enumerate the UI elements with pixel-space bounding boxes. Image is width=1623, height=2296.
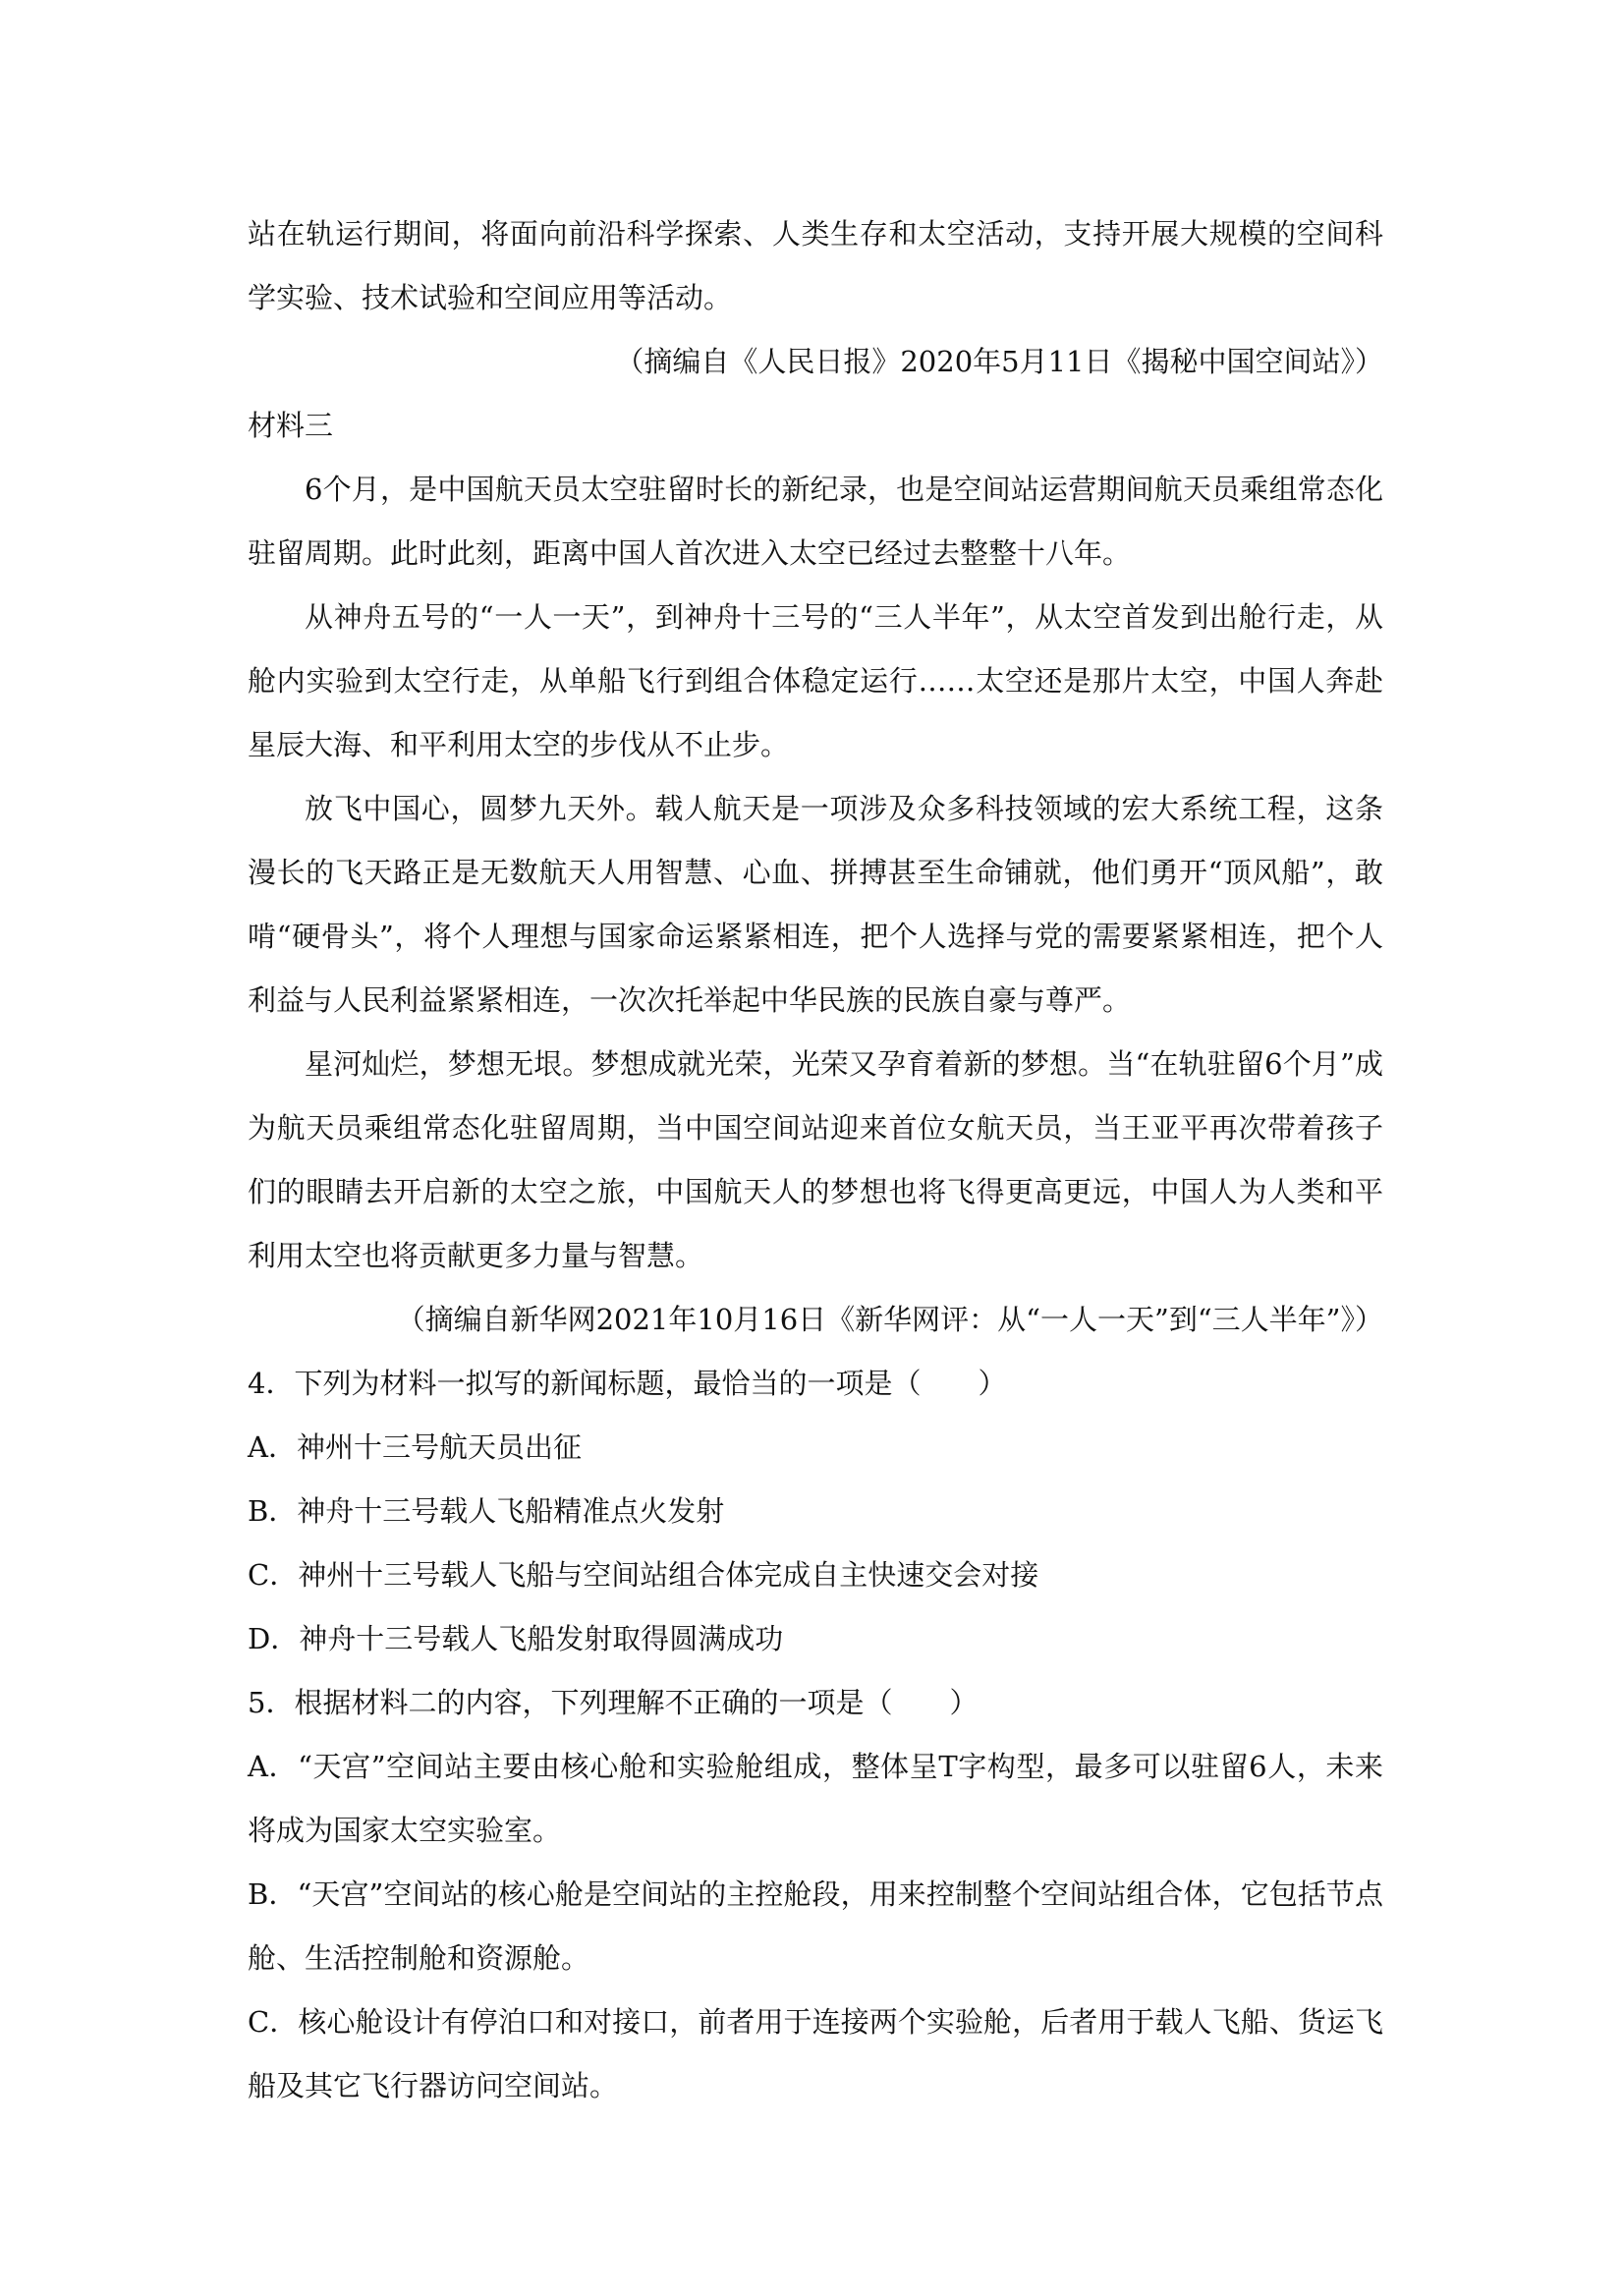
material3-source: （摘编自新华网2021年10月16日《新华网评：从“一人一天”到“三人半年”》） [396, 1303, 1383, 1336]
material3-paragraph: 星河灿烂，梦想无垠。梦想成就光荣，光荣又孕育着新的梦想。当“在轨驻留6个月”成为航天员乘组常态化驻留周期，当中国空间站迎来首位女航天员，当王亚平再次带着孩子们的眼睛去开启新的太空之旅，中国航天人的梦想也将飞得更高更远，中国人为人类和平利用太空也将贡献更多力量与智慧。 [248, 1047, 1383, 1272]
question-4-stem: 4．下列为材料一拟写的新闻标题，最恰当的一项是（ ） [248, 1367, 1007, 1400]
material2-source: （摘编自《人民日报》2020年5月11日《揭秘中国空间站》） [615, 345, 1383, 378]
question-4-option-d: D．神舟十三号载人飞船发射取得圆满成功 [248, 1622, 784, 1655]
page-content [248, 202, 1383, 2118]
question-5-stem: 5．根据材料二的内容，下列理解不正确的一项是（ ） [248, 1686, 979, 1719]
material3-paragraph: 从神舟五号的“一人一天”，到神舟十三号的“三人半年”，从太空首发到出舱行走，从舱内实验到太空行走，从单船飞行到组合体稳定运行……太空还是那片太空，中国人奔赴星辰大海、和平利用太空的步伐从不止步。 [248, 600, 1383, 761]
question-5-option-c: C．核心舱设计有停泊口和对接口，前者用于连接两个实验舱，后者用于载人飞船、货运飞船及其它飞行器访问空间站。 [248, 2005, 1383, 2102]
question-5-option-b: B．“天宫”空间站的核心舱是空间站的主控舱段，用来控制整个空间站组合体，它包括节点舱、生活控制舱和资源舱。 [248, 1877, 1383, 1975]
material2-tail-paragraph: 站在轨运行期间，将面向前沿科学探索、人类生存和太空活动，支持开展大规模的空间科学实验、技术试验和空间应用等活动。 [248, 217, 1383, 314]
material3-paragraph: 6个月，是中国航天员太空驻留时长的新纪录，也是空间站运营期间航天员乘组常态化驻留周期。此时此刻，距离中国人首次进入太空已经过去整整十八年。 [248, 473, 1383, 570]
question-5-option-a: A．“天宫”空间站主要由核心舱和实验舱组成，整体呈T字构型，最多可以驻留6人，未来将成为国家太空实验室。 [248, 1750, 1383, 1847]
question-4-option-a: A．神州十三号航天员出征 [248, 1430, 582, 1464]
material3-heading: 材料三 [248, 409, 334, 442]
material3-paragraph: 放飞中国心，圆梦九天外。载人航天是一项涉及众多科技领域的宏大系统工程，这条漫长的飞天路正是无数航天人用智慧、心血、拼搏甚至生命铺就，他们勇开“顶风船”，敢啃“硬骨头”，将个人理想与国家命运紧紧相连，把个人选择与党的需要紧紧相连，把个人利益与人民利益紧紧相连，一次次托举起中华民族的民族自豪与尊严。 [248, 792, 1383, 1017]
question-4-option-c: C．神州十三号载人飞船与空间站组合体完成自主快速交会对接 [248, 1558, 1039, 1592]
question-4-option-b: B．神舟十三号载人飞船精准点火发射 [248, 1494, 725, 1528]
